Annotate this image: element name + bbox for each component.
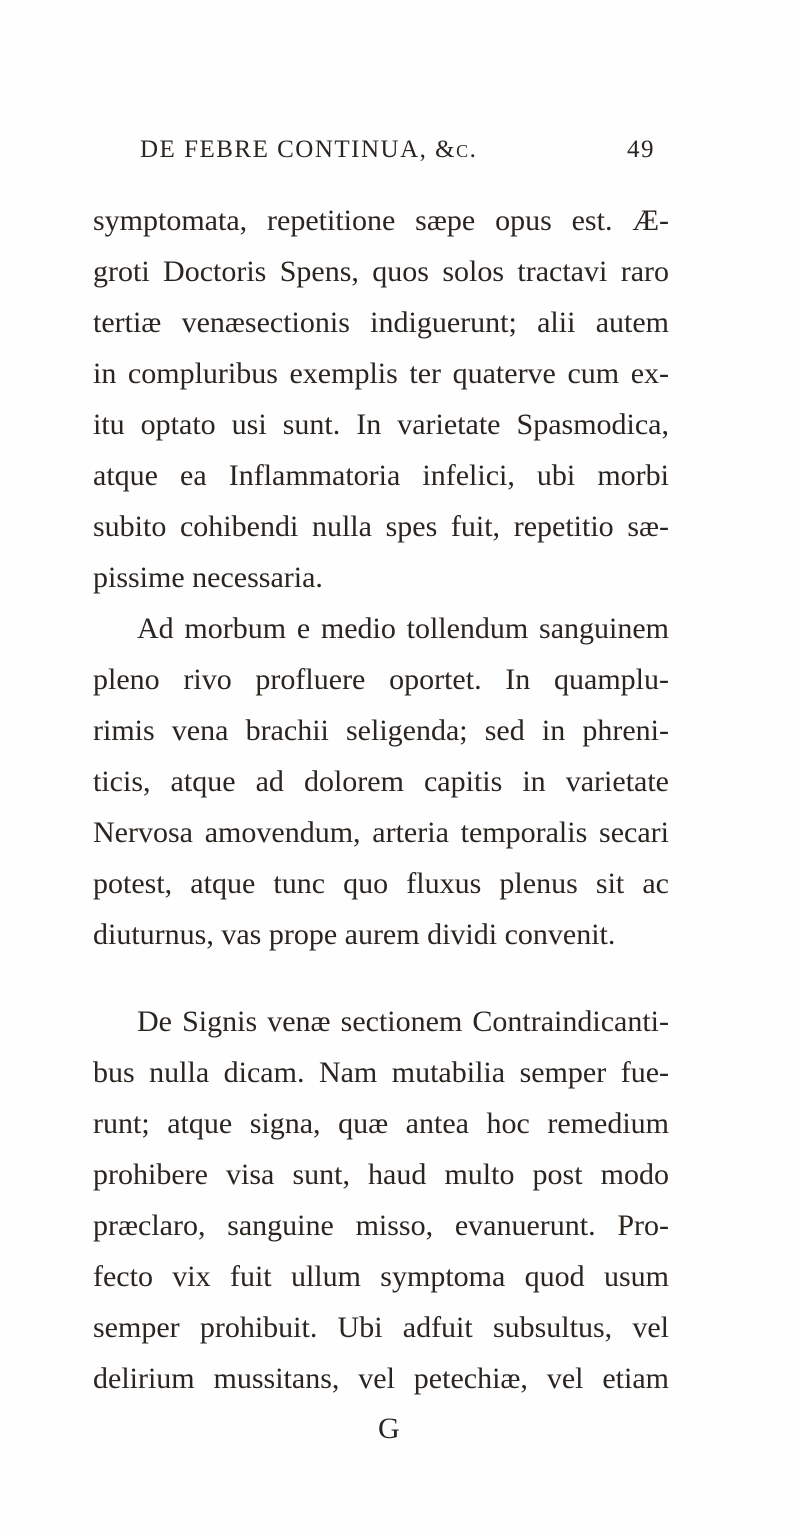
- text-line: bus nulla dicam. Nam mutabilia semper fue-: [93, 1056, 669, 1089]
- text-line: pleno rivo profluere oportet. In quamplu-: [93, 663, 669, 696]
- text-line: pissime necessaria.: [93, 561, 323, 594]
- text-line: potest, atque tunc quo fluxus plenus sit ac: [93, 867, 669, 900]
- running-title: DE FEBRE CONTINUA, &c.: [140, 136, 478, 163]
- text-line: subito cohibendi nulla spes fuit, repetitio sæ-: [93, 510, 669, 543]
- running-head: [140, 136, 655, 176]
- text-line: itu optato usi sunt. In varietate Spasmodica,: [93, 408, 669, 441]
- text-line: præclaro, sanguine misso, evanuerunt. Pro-: [93, 1209, 669, 1242]
- page-number: 49: [627, 136, 655, 163]
- text-line: groti Doctoris Spens, quos solos tractavi raro: [93, 255, 669, 288]
- text-line: symptomata, repetitione sæpe opus est. Æ-: [93, 204, 669, 237]
- text-line: semper prohibuit. Ubi adfuit subsultus, vel: [93, 1311, 669, 1344]
- text-line: Nervosa amovendum, arteria temporalis secari: [93, 816, 669, 849]
- text-line: Ad morbum e medio tollendum sanguinem: [137, 612, 669, 645]
- text-line: diuturnus, vas prope aurem dividi convenit.: [93, 918, 616, 951]
- text-line: ticis, atque ad dolorem capitis in varietate: [93, 765, 669, 798]
- text-line: rimis vena brachii seligenda; sed in phreni-: [93, 714, 669, 747]
- text-line: in compluribus exemplis ter quaterve cum ex-: [93, 357, 669, 390]
- text-line: fecto vix fuit ullum symptoma quod usum: [93, 1260, 669, 1293]
- text-line: tertiæ venæsectionis indiguerunt; alii autem: [93, 306, 669, 339]
- signature-mark: G: [378, 1412, 400, 1445]
- text-line: delirium mussitans, vel petechiæ, vel etiam: [93, 1362, 669, 1395]
- text-line: atque ea Inflammatoria infelici, ubi morbi: [93, 459, 669, 492]
- text-line: runt; atque signa, quæ antea hoc remedium: [93, 1107, 669, 1140]
- text-line: prohibere visa sunt, haud multo post modo: [93, 1158, 669, 1191]
- text-line: De Signis venæ sectionem Contraindicanti-: [137, 1005, 669, 1038]
